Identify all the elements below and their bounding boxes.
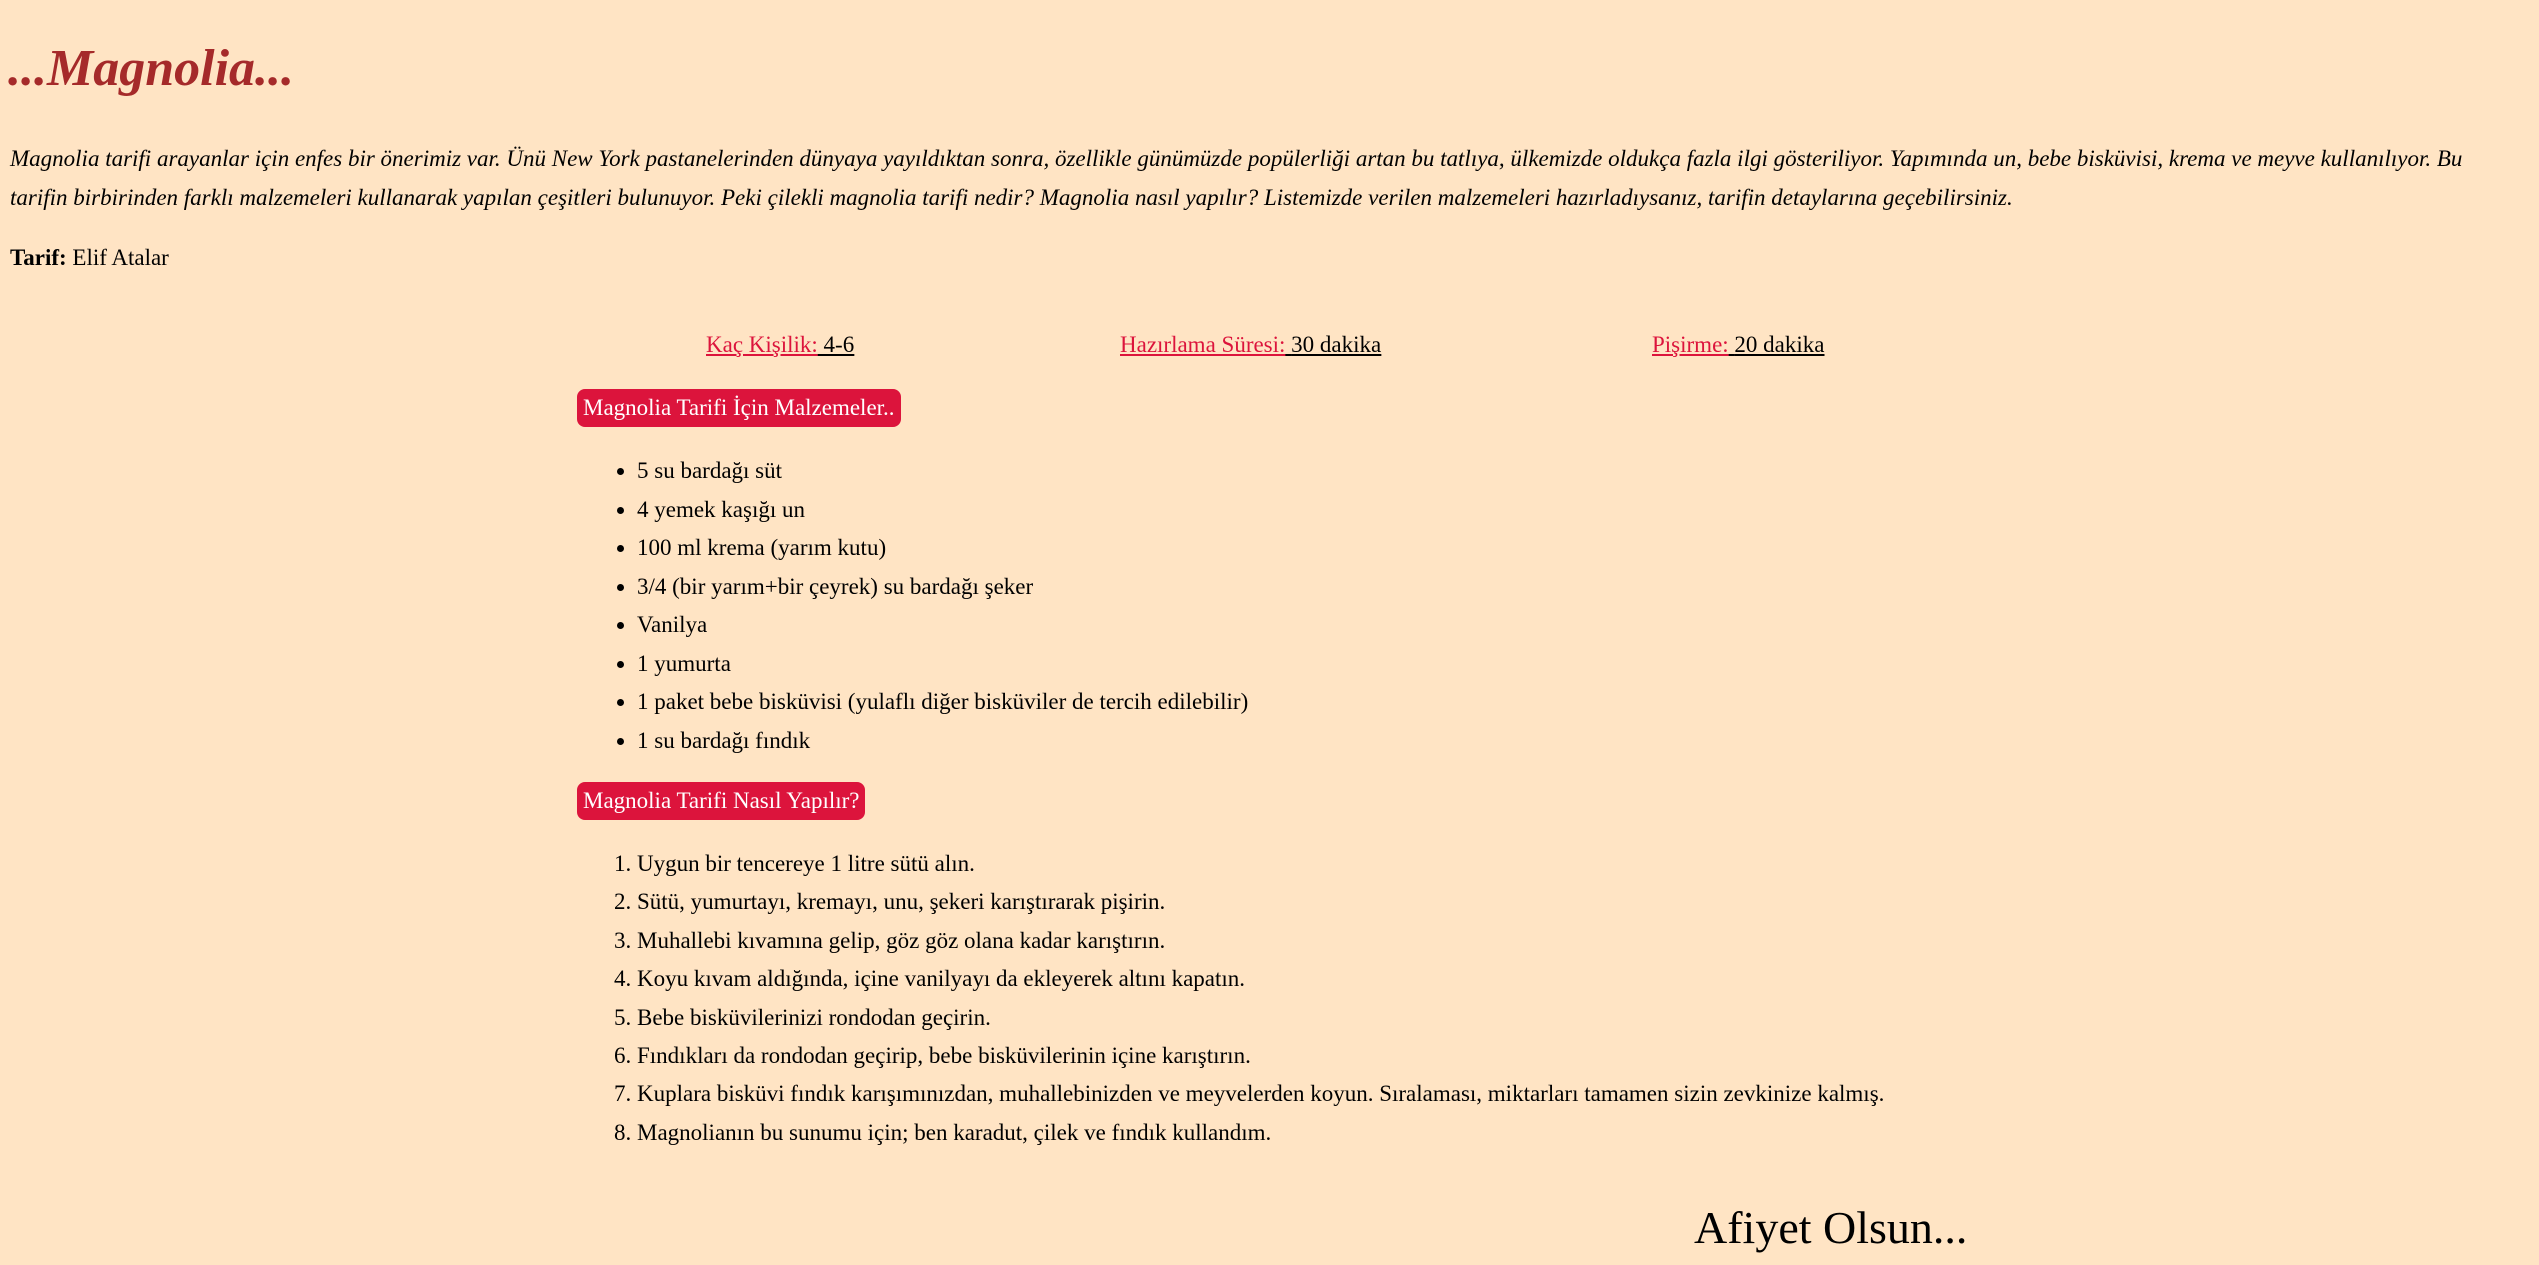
ingredient-item: • Vanilya (637, 606, 1248, 645)
ingredient-item: • 5 su bardağı süt (637, 452, 1248, 491)
meta-servings[interactable] (706, 330, 854, 360)
step-item: 1. Uygun bir tencereye 1 litre sütü alın. (637, 845, 1884, 883)
step-item: 7. Kuplara bisküvi fındık karışımınızdan, muhallebinizden ve meyvelerden koyun. Sıralaması, miktarları tamamen sizin zevkinize kalmış. (637, 1075, 1884, 1113)
ingredient-item: • 1 yumurta (637, 645, 1248, 684)
ingredient-item: • 1 su bardağı fındık (637, 722, 1248, 761)
servings-label[interactable]: Kaç Kişilik: (706, 332, 818, 357)
cook-time-value[interactable]: 20 dakika (1734, 332, 1825, 357)
ingredients-list (577, 452, 1248, 760)
recipe-intro: Magnolia tarifi arayanlar için enfes bir önerimiz var. Ünü New York pastanelerinden dünyaya yayıldıktan sonra, özellikle günümüzde popülerliği artan bu tatlıya, ülkemizde oldukça fazla ilgi gösteriliyor. Yapımında un, bebe bisküvisi, krema ve meyve kullanılıyor. Bu tarifin birbirinden farklı malzemeleri kullanarak yapılan çeşitleri bulunuyor. Peki çilekli magnolia tarifi nedir? Magnolia nasıl yapılır? Listemizde verilen malzemeleri hazırladıysanız, tarifin detaylarına geçebilirsiniz. (10, 146, 2463, 210)
prep-time-label[interactable]: Hazırlama Süresi: (1120, 332, 1286, 357)
author-name: Elif Atalar (72, 245, 169, 270)
ingredients-heading: Magnolia Tarifi İçin Malzemeler.. (577, 389, 901, 427)
page-title: ...Magnolia... (8, 40, 295, 97)
step-item: 6. Fındıkları da rondodan geçirip, bebe bisküvilerinin içine karıştırın. (637, 1037, 1884, 1075)
servings-value[interactable]: 4-6 (823, 332, 855, 357)
step-item: 4. Koyu kıvam aldığında, içine vanilyayı da ekleyerek altını kapatın. (637, 960, 1884, 998)
meta-cook-time[interactable] (1652, 330, 1824, 360)
step-item: 3. Muhallebi kıvamına gelip, göz göz olana kadar karıştırın. (637, 922, 1884, 960)
closing-text: Afiyet Olsun... (1694, 1202, 1968, 1253)
ingredient-item: • 100 ml krema (yarım kutu) (637, 529, 1248, 568)
ingredient-item: • 3/4 (bir yarım+bir çeyrek) su bardağı şeker (637, 568, 1248, 607)
step-item: 5. Bebe bisküvilerinizi rondodan geçirin. (637, 999, 1884, 1037)
ingredient-item: • 1 paket bebe bisküvisi (yulaflı diğer bisküviler de tercih edilebilir) (637, 683, 1248, 722)
ingredient-item: • 4 yemek kaşığı un (637, 491, 1248, 530)
prep-time-value[interactable]: 30 dakika (1291, 332, 1382, 357)
step-item: 8. Magnolianın bu sunumu için; ben karadut, çilek ve fındık kullandım. (637, 1114, 1884, 1152)
step-item: 2. Sütü, yumurtayı, kremayı, unu, şekeri karıştırarak pişirin. (637, 883, 1884, 921)
recipe-author (10, 243, 169, 273)
steps-list (577, 845, 1884, 1152)
steps-heading: Magnolia Tarifi Nasıl Yapılır? (577, 782, 865, 820)
meta-prep-time[interactable] (1120, 330, 1381, 360)
cook-time-label[interactable]: Pişirme: (1652, 332, 1729, 357)
author-label: Tarif: (10, 245, 67, 270)
